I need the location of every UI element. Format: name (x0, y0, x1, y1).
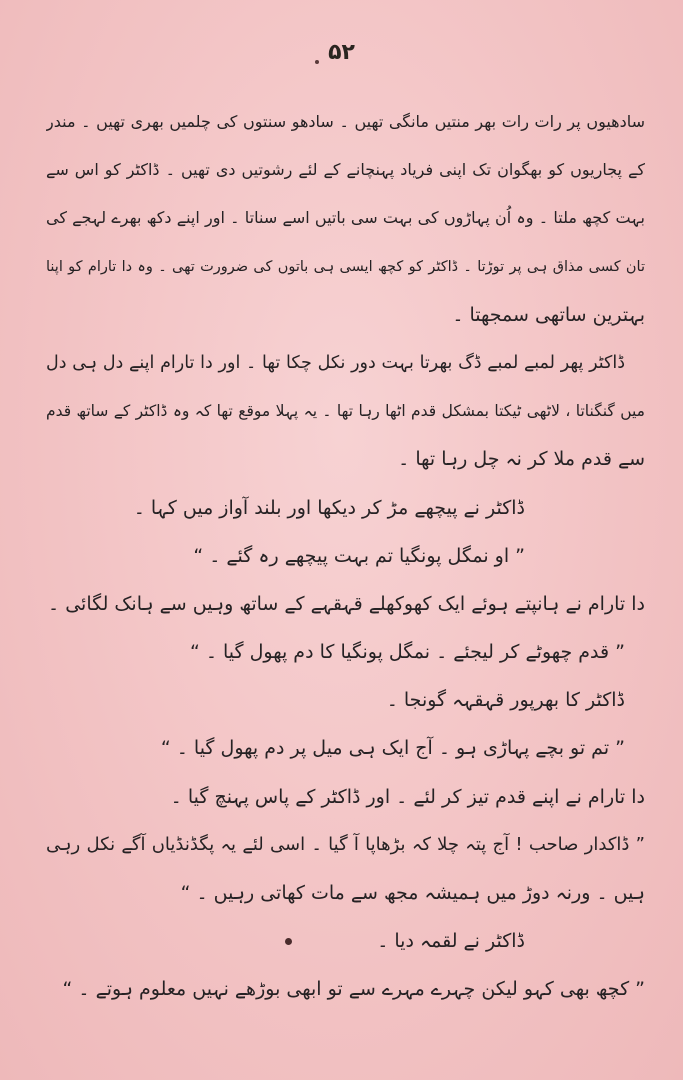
text-line: بہت کچھ ملتا ۔ وہ اُن پہاڑوں کی بہت سی باتیں اسے سناتا ۔ اور اپنے دکھ بھرے لہجے کی (46, 208, 645, 228)
page-number: ۵۲ (328, 40, 355, 65)
dialogue-line: ” قدم چھوٹے کر لیجئے ۔ نمگل پونگیا کا دم پھول گیا ۔ “ (189, 641, 625, 664)
text-line: ڈاکٹر نے لقمہ دیا ۔ (377, 930, 525, 953)
text-line: میں گنگناتا ، لاٹھی ٹیکتا بمشکل قدم اٹھا رہا تھا ۔ یہ پہلا موقع تھا کہ وہ ڈاکٹر کے ساتھ قدم (46, 402, 645, 421)
text-line: دا تارام نے اپنے قدم تیز کر لئے ۔ اور ڈاکٹر کے پاس پہنچ گیا ۔ (170, 785, 645, 808)
text-line: کے پجاریوں کو بھگوان تک اپنی فریاد پہنچانے کے لئے رشوتیں دی تھیں ۔ ڈاکٹر کو اس سے (46, 160, 645, 180)
body-text (46, 98, 645, 1014)
dialogue-line: ہیں ۔ ورنہ دوڑ میں ہمیشہ مجھ سے مات کھاتی رہیں ۔ “ (180, 882, 645, 904)
text-line: ڈاکٹر نے پیچھے مڑ کر دیکھا اور بلند آواز میں کہا ۔ (133, 496, 525, 519)
text-line: سادھیوں پر رات رات بھر منتیں مانگی تھیں ۔ سادھو سنتوں کی چلمیں بھری تھیں ۔ مندر (46, 112, 645, 131)
dialogue-line: ” ڈاکدار صاحب ! آج پتہ چلا کہ بڑھاپا آ گیا ۔ اسی لئے یہ پگڈنڈیاں آگے نکل رہی (46, 833, 645, 855)
dialogue-line: ” تم تو بچے پہاڑی ہو ۔ آج ایک ہی میل پر دم پھول گیا ۔ “ (160, 737, 625, 760)
text-line: ڈاکٹر کا بھرپور قہقہہ گونجا ۔ (386, 689, 625, 712)
text-line: تان کسی مذاق ہی پر توڑتا ۔ ڈاکٹر کو کچھ ایسی ہی باتوں کی ضرورت تھی ۔ وہ دا تارام کو اپنا (46, 258, 645, 275)
text-line: ڈاکٹر پھر لمبے لمبے ڈگ بھرتا بہت دور نکل چکا تھا ۔ اور دا تارام اپنے دل ہی دل (46, 352, 625, 373)
dialogue-line: ” او نمگل پونگیا تم بہت پیچھے رہ گئے ۔ “ (193, 544, 525, 567)
text-line: دا تارام نے ہانپتے ہوئے ایک کھوکھلے قہقہے کے ساتھ وہیں سے ہانک لگائی ۔ (48, 592, 645, 615)
ink-dot (285, 938, 292, 945)
text-line: بہترین ساتھی سمجھتا ۔ (452, 303, 645, 326)
text-line: سے قدم ملا کر نہ چل رہا تھا ۔ (398, 448, 645, 471)
dialogue-line: ” کچھ بھی کہو لیکن چہرے مہرے سے تو ابھی بوڑھے نہیں معلوم ہوتے ۔ “ (62, 978, 645, 1001)
